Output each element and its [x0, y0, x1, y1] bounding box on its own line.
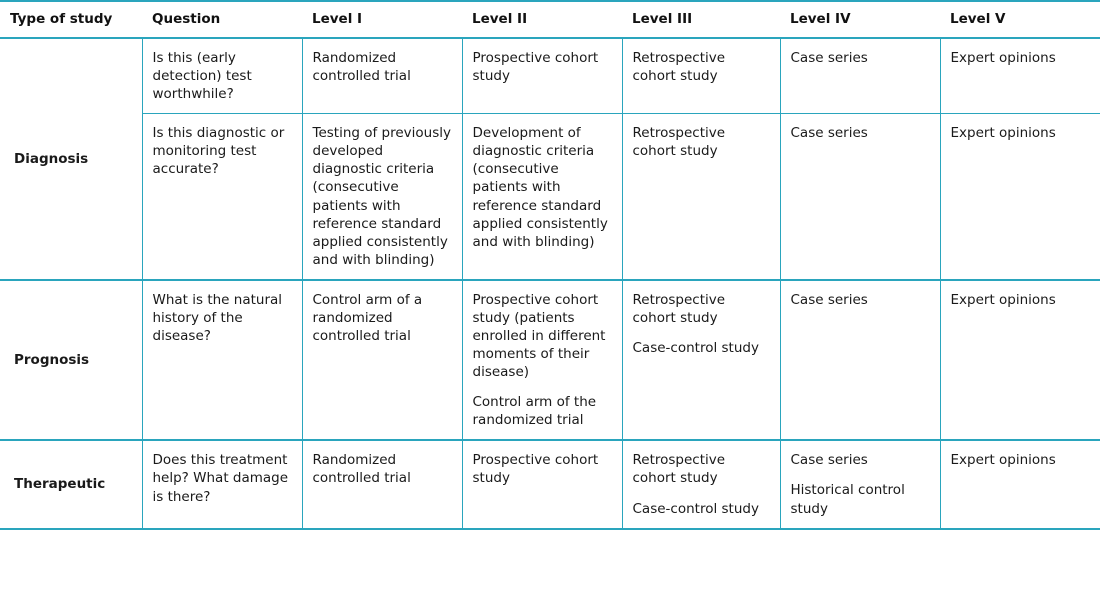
cell-text: Case-control study [632, 500, 759, 517]
cell-text: Retrospective cohort study [632, 50, 726, 85]
cell-text: Expert opinions [950, 452, 1056, 469]
cell-text: Control arm of the randomized trial [472, 394, 597, 429]
cell-level-2 [462, 38, 622, 114]
cell-text: Does this treatment help? What damage is there? [152, 452, 289, 505]
row-label-therapeutic: Therapeutic [0, 440, 142, 528]
row-label-diagnosis: Diagnosis [0, 38, 142, 280]
cell-level-4 [780, 440, 940, 528]
cell-text: What is the natural history of the disease? [152, 291, 283, 345]
header-row [0, 1, 1100, 38]
cell-text: Prospective cohort study (patients enrolled in different moments of their disease) [472, 291, 606, 381]
cell-text: Testing of previously developed diagnostic criteria (consecutive patients with reference standard applied consistently and with blinding) [312, 125, 452, 268]
cell-level-5 [940, 440, 1100, 528]
cell-level-5 [940, 38, 1100, 114]
cell-level-1 [302, 114, 462, 280]
cell-question [142, 114, 302, 280]
cell-text: Expert opinions [950, 125, 1056, 142]
cell-text: Expert opinions [950, 291, 1056, 308]
cell-text: Case series [790, 50, 868, 66]
cell-question [142, 38, 302, 114]
cell-level-4 [780, 114, 940, 280]
cell-text: Retrospective cohort study [632, 452, 726, 487]
cell-level-3 [622, 280, 780, 441]
cell-text: Historical control study [790, 482, 905, 517]
cell-level-4 [780, 38, 940, 114]
cell-level-5 [940, 114, 1100, 280]
column-header-level-1: Level I [302, 1, 462, 38]
column-header-level-5: Level V [940, 1, 1100, 38]
cell-text: Expert opinions [950, 50, 1056, 66]
table-row [0, 440, 1100, 528]
cell-level-2 [462, 440, 622, 528]
cell-question [142, 280, 302, 441]
column-header-type-of-study: Type of study [0, 1, 142, 38]
cell-text: Control arm of a randomized controlled trial [312, 291, 423, 345]
cell-level-3 [622, 114, 780, 280]
cell-text: Randomized controlled trial [312, 50, 411, 85]
table-row [0, 114, 1100, 280]
cell-text: Is this (early detection) test worthwhile? [152, 50, 252, 103]
cell-text: Prospective cohort study [472, 50, 599, 85]
cell-text: Is this diagnostic or monitoring test accurate? [152, 125, 285, 178]
cell-level-5 [940, 280, 1100, 441]
cell-text: Case series [790, 291, 868, 308]
cell-level-3 [622, 440, 780, 528]
cell-text: Retrospective cohort study [632, 125, 726, 160]
column-header-level-4: Level IV [780, 1, 940, 38]
cell-text: Development of diagnostic criteria (consecutive patients with reference standard applied consistently and with blinding) [472, 125, 608, 250]
cell-text: Retrospective cohort study [632, 291, 726, 326]
cell-level-1 [302, 440, 462, 528]
table-row [0, 280, 1100, 441]
cell-text: Randomized controlled trial [312, 452, 411, 487]
cell-level-3 [622, 38, 780, 114]
table-header [0, 1, 1100, 38]
row-label-prognosis: Prognosis [0, 280, 142, 441]
cell-question [142, 440, 302, 528]
cell-level-1 [302, 38, 462, 114]
cell-text: Case-control study [632, 340, 759, 357]
column-header-question: Question [142, 1, 302, 38]
cell-level-2 [462, 280, 622, 441]
cell-level-4 [780, 280, 940, 441]
cell-level-2 [462, 114, 622, 280]
column-header-level-2: Level II [462, 1, 622, 38]
cell-text: Case series [790, 452, 868, 469]
table-row [0, 38, 1100, 114]
column-header-level-3: Level III [622, 1, 780, 38]
cell-text: Prospective cohort study [472, 452, 599, 487]
table-body [0, 38, 1100, 529]
cell-level-1 [302, 280, 462, 441]
cell-text: Case series [790, 125, 868, 142]
